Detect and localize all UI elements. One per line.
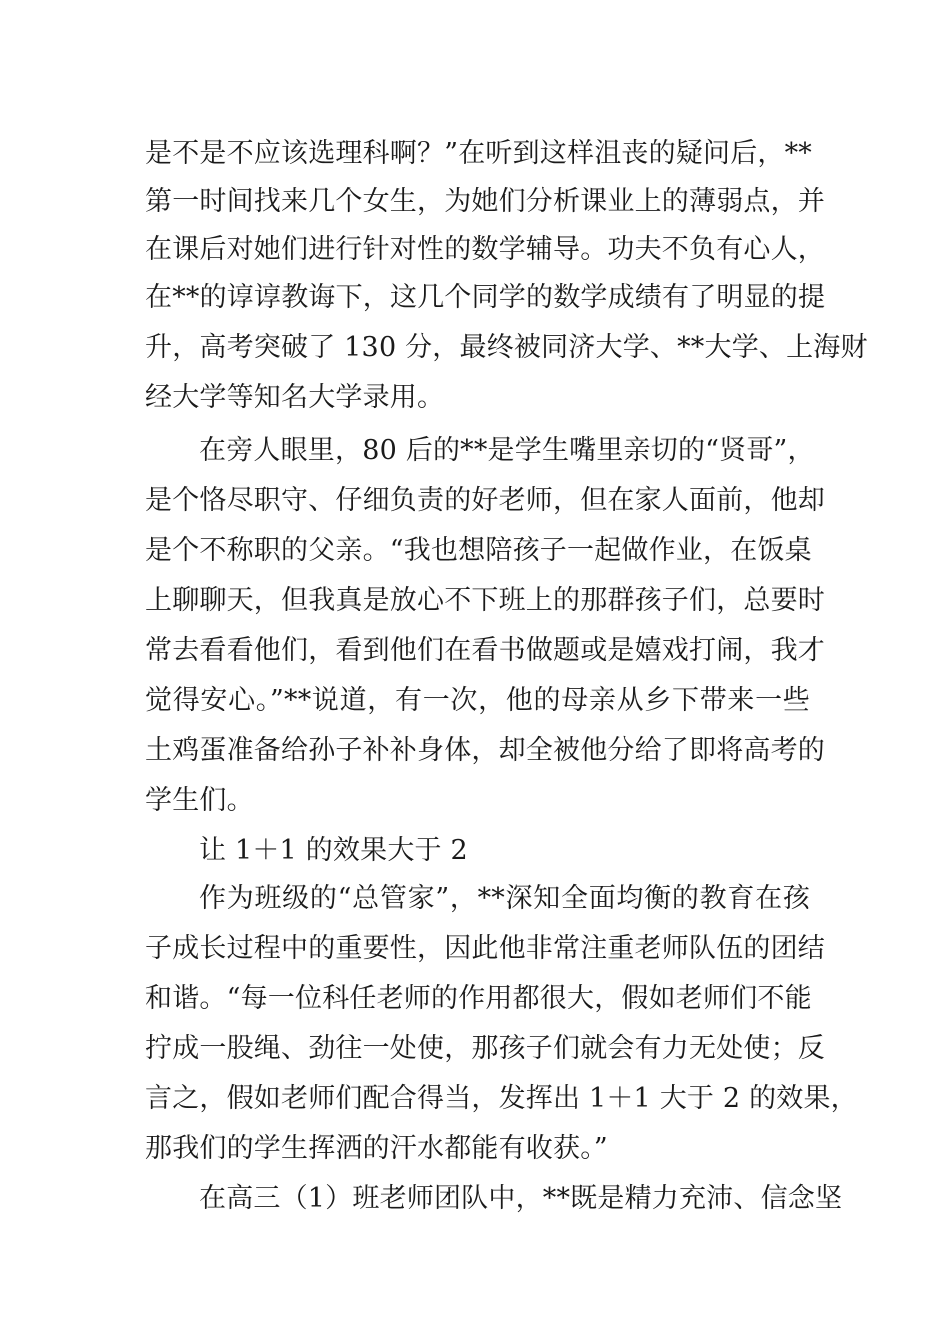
text-line: 觉得安心。”**说道，有一次，他的母亲从乡下带来一些 [145,685,810,716]
text-line: 在课后对她们进行针对性的数学辅导。功夫不负有心人， [145,234,825,265]
text-line: 是个不称职的父亲。“我也想陪孩子一起做作业，在饭桌 [145,535,812,566]
text-line: 学生们。 [145,785,254,816]
text-line: 常去看看他们，看到他们在看书做题或是嬉戏打闹，我才 [145,635,825,666]
paragraph-first-line: 在高三（1）班老师团队中，**既是精力充沛、信念坚 [199,1183,843,1214]
paragraph-first-line: 作为班级的“总管家”，**深知全面均衡的教育在孩 [199,883,810,914]
text-line: 是不是不应该选理科啊？”在听到这样沮丧的疑问后，** [145,138,813,169]
text-line: 在**的谆谆教诲下，这几个同学的数学成绩有了明显的提 [145,282,826,313]
text-line: 经大学等知名大学录用。 [145,382,445,413]
text-line: 是个恪尽职守、仔细负责的好老师，但在家人面前，他却 [145,485,825,516]
text-line: 升，高考突破了 130 分，最终被同济大学、**大学、上海财 [145,332,868,363]
text-line: 言之，假如老师们配合得当，发挥出 1＋1 大于 2 的效果， [145,1083,858,1114]
text-line: 子成长过程中的重要性，因此他非常注重老师队伍的团结 [145,933,825,964]
paragraph-first-line: 在旁人眼里，80 后的**是学生嘴里亲切的“贤哥”， [199,435,815,466]
section-heading: 让 1＋1 的效果大于 2 [199,835,468,866]
text-line: 土鸡蛋准备给孙子补补身体，却全被他分给了即将高考的 [145,735,825,766]
text-line: 第一时间找来几个女生，为她们分析课业上的薄弱点，并 [145,186,825,217]
text-line: 和谐。“每一位科任老师的作用都很大，假如老师们不能 [145,983,812,1014]
text-line: 那我们的学生挥洒的汗水都能有收获。” [145,1133,608,1164]
text-line: 上聊聊天，但我真是放心不下班上的那群孩子们，总要时 [145,585,825,616]
text-line: 拧成一股绳、劲往一处使，那孩子们就会有力无处使；反 [145,1033,825,1064]
